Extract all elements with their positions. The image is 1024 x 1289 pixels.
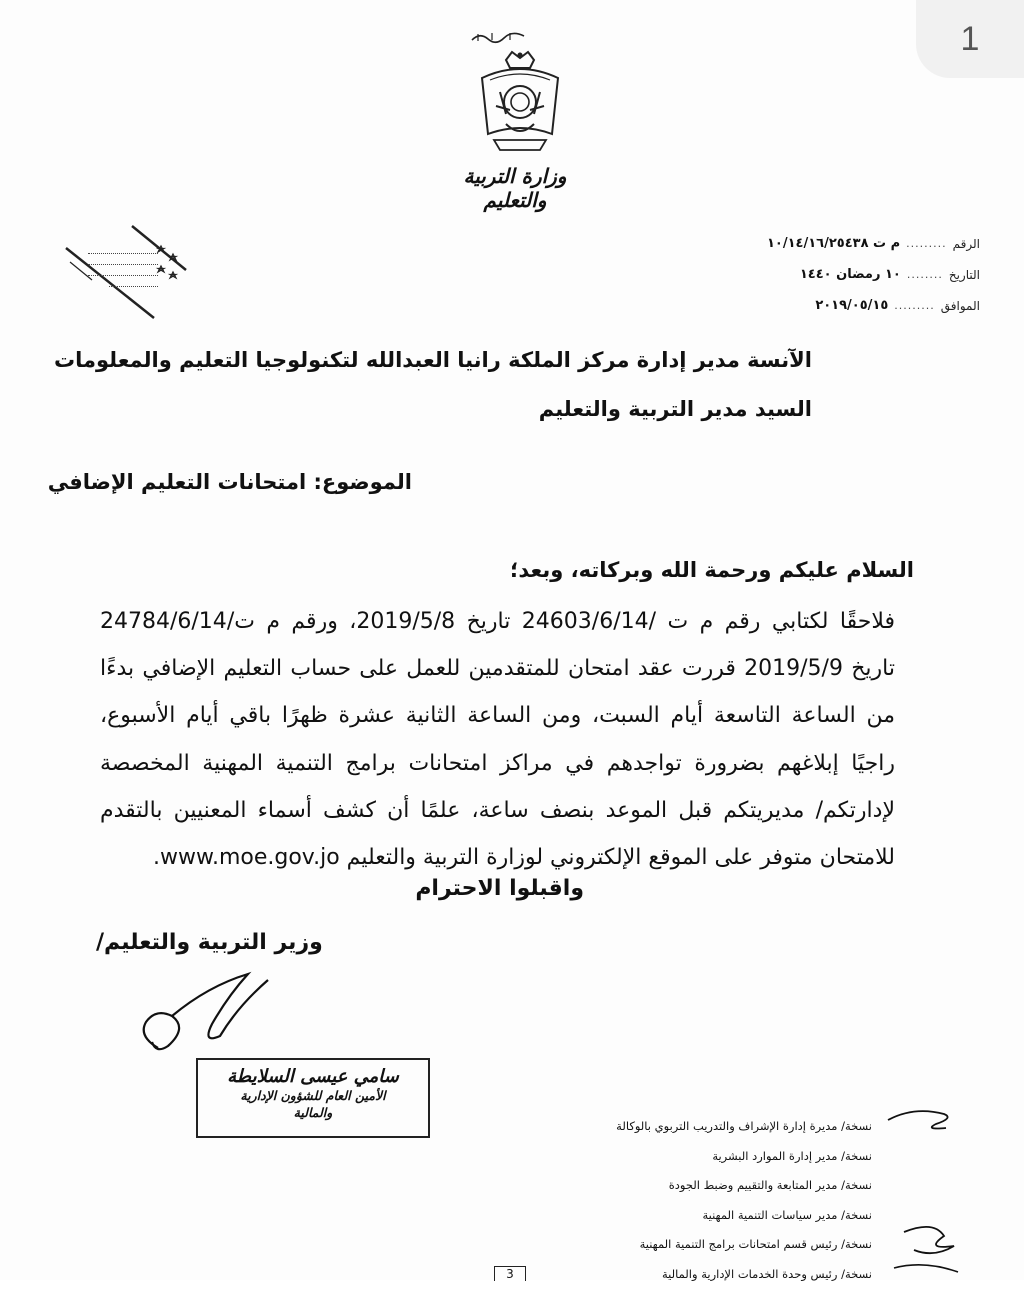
signatory-title: وزير التربية والتعليم/ <box>96 930 323 955</box>
ref-date-value: ١٠ رمضان ١٤٤٠ <box>800 267 901 282</box>
ref-greg-value: ٢٠١٩/٠٥/١٥ <box>815 298 888 313</box>
page-indicator: 1 <box>916 0 1024 78</box>
dotted-leader: ........ <box>907 268 943 281</box>
recipient-line-1: الآنسة مدير إدارة مركز الملكة رانيا العبدالله لتكنولوجيا التعليم والمعلومات <box>54 348 812 372</box>
list-item: نسخة/ مدير المتابعة والتقييم وضبط الجودة <box>616 1171 872 1201</box>
list-item: نسخة/ رئيس وحدة الخدمات الإدارية والمالية <box>616 1260 872 1289</box>
letter-body: فلاحقًا لكتابي رقم م ت /24603/6/14 تاريخ 2019/5/8، ورقم م ت/24784/6/14 تاريخ 2019/5/9 قررت عقد امتحان للمتقدمين للعمل على حساب التعليم الإضافي بدءًا من الساعة التاسعة أيام السبت، ومن الساعة الثانية عشرة ظهرًا باقي أيام الأسبوع، راجيًا إبلاغهم بضرورة تواجدهم في مراكز امتحانات برامج التنمية المهنية المخصصة لإدارتكم/ مديريتكم قبل الموعد بنصف ساعة، علمًا أن كشف أسماء المعنيين بالتقدم للامتحان متوفر على الموقع الإلكتروني لوزارة التربية والتعليم www.moe.gov.jo. <box>100 598 895 881</box>
stamp-title-1: الأمين العام للشؤون الإدارية <box>198 1087 428 1104</box>
reference-block <box>700 228 980 321</box>
copies-list <box>616 1112 872 1289</box>
greeting: السلام عليكم ورحمة الله وبركاته، وبعد؛ <box>510 558 914 582</box>
name-stamp <box>196 1058 430 1138</box>
ref-number-value: م ت ١٠/١٤/١٦/٢٥٤٣٨ <box>767 236 900 251</box>
stamp-text-lines <box>88 246 158 290</box>
stamp-name: سامي عيسى السلايطة <box>198 1066 428 1087</box>
recipient-line-2: السيد مدير التربية والتعليم <box>539 397 812 421</box>
dotted-leader: ......... <box>906 237 946 250</box>
ref-number-row <box>700 228 980 259</box>
ref-number-label: الرقم <box>953 237 980 251</box>
list-item: نسخة/ مديرة إدارة الإشراف والتدريب التربوي بالوكالة <box>616 1112 872 1142</box>
ref-greg-label: الموافق <box>941 299 980 313</box>
ref-date-label: التاريخ <box>949 268 980 282</box>
dotted-leader: ......... <box>894 299 934 312</box>
list-item: نسخة/ رئيس قسم امتحانات برامج التنمية المهنية <box>616 1230 872 1260</box>
ref-greg-row <box>700 290 980 321</box>
page-number: 3 <box>494 1266 526 1281</box>
handwritten-annotation <box>884 1100 964 1280</box>
royal-crest-icon <box>470 48 570 158</box>
list-item: نسخة/ مدير إدارة الموارد البشرية <box>616 1142 872 1172</box>
stamp-title-2: والمالية <box>198 1104 428 1121</box>
ref-date-row <box>700 259 980 290</box>
closing-phrase: واقبلوا الاحترام <box>415 876 584 901</box>
ministry-name: وزارة التربية والتعليم <box>430 164 600 212</box>
subject-line: الموضوع: امتحانات التعليم الإضافي <box>48 470 412 494</box>
list-item: نسخة/ مدير سياسات التنمية المهنية <box>616 1201 872 1231</box>
handwritten-signature <box>128 966 278 1056</box>
bismillah-calligraphy <box>470 30 526 44</box>
